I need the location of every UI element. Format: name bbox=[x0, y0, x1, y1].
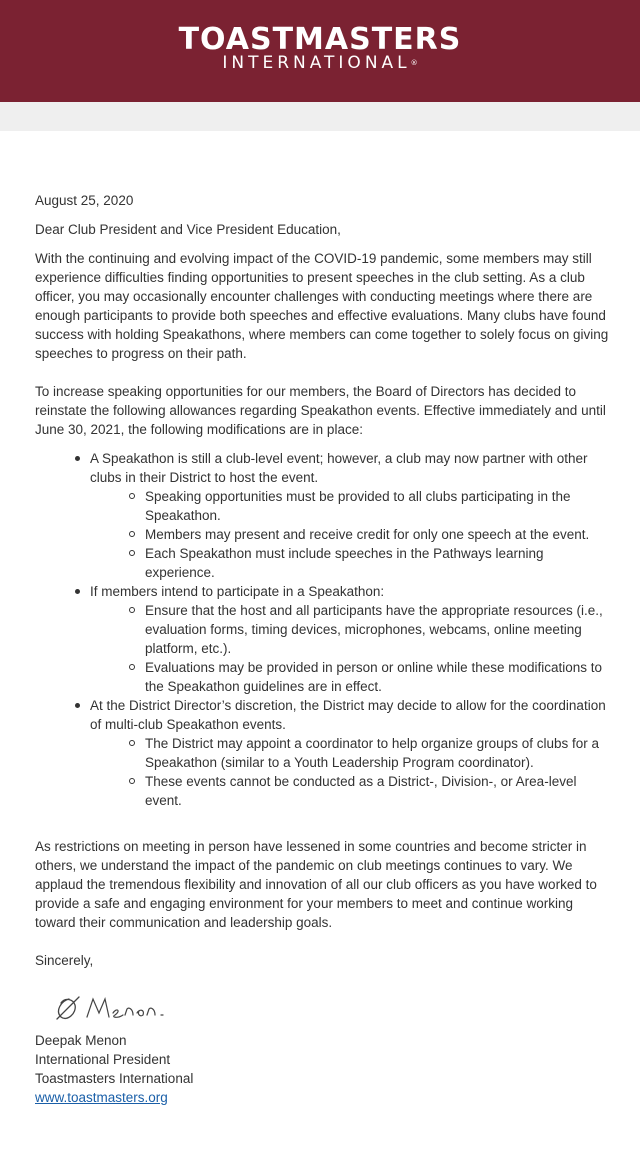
list-item bbox=[35, 696, 610, 810]
letter-body bbox=[35, 191, 610, 1107]
sub-list-item: Evaluations may be provided in person or online while these modifications to the Speakathon guidelines are in effect. bbox=[90, 658, 610, 696]
brand-logo-subtitle bbox=[0, 54, 640, 72]
sub-list-item: Ensure that the host and all participants have the appropriate resources (i.e., evaluation forms, timing devices, microphones, webcams, online meeting platform, etc.). bbox=[90, 601, 610, 658]
registered-mark: ® bbox=[410, 59, 418, 67]
sub-list bbox=[90, 487, 610, 582]
sub-list-item: Members may present and receive credit for only one speech at the event. bbox=[90, 525, 610, 544]
header-divider-bar bbox=[0, 102, 640, 131]
letter-paragraph-1: With the continuing and evolving impact of the COVID-19 pandemic, some members may still experience difficulties finding opportunities to present speeches in the club setting. As a club officer, you may occasionally encounter challenges with conducting meetings where there are enough participants to provide both speeches and effective evaluations. Many clubs have found success with holding Speakathons, where members can come together to solely focus on giving speeches to progress on their path. bbox=[35, 251, 609, 361]
sub-list bbox=[90, 734, 610, 810]
list-item bbox=[35, 582, 610, 696]
list-item-text: At the District Director’s discretion, the District may decide to allow for the coordination of multi-club Speakathon events. bbox=[90, 698, 606, 732]
modifications-list bbox=[35, 449, 610, 810]
list-item-text: If members intend to participate in a Speakathon: bbox=[90, 584, 385, 599]
brand-subtitle-text: INTERNATIONAL bbox=[222, 53, 411, 73]
signer-organization: Toastmasters International bbox=[35, 1071, 194, 1086]
sub-list-item: Each Speakathon must include speeches in the Pathways learning experience. bbox=[90, 544, 610, 582]
list-item-text: A Speakathon is still a club-level event; however, a club may now partner with other clubs in their District to host the event. bbox=[90, 451, 588, 485]
sub-list bbox=[90, 601, 610, 696]
brand-logo: TOASTMASTERS bbox=[178, 22, 462, 57]
sub-list-item: These events cannot be conducted as a District-, Division-, or Area-level event. bbox=[90, 772, 610, 810]
signer-name: Deepak Menon bbox=[35, 1033, 127, 1048]
signature-image bbox=[47, 989, 187, 1029]
letter-paragraph-2: To increase speaking opportunities for our members, the Board of Directors has decided to reinstate the following allowances regarding Speakathon events. Effective immediately and until June 30, 2021, the following modifications are in place: bbox=[35, 384, 606, 437]
sub-list-item: Speaking opportunities must be provided to all clubs participating in the Speakathon. bbox=[90, 487, 610, 525]
letter-date: August 25, 2020 bbox=[35, 193, 134, 208]
signer-title: International President bbox=[35, 1052, 171, 1067]
letter-salutation: Dear Club President and Vice President Education, bbox=[35, 222, 341, 237]
header-banner bbox=[0, 0, 640, 102]
letter-closing: Sincerely, bbox=[35, 953, 94, 968]
website-link[interactable]: www.toastmasters.org bbox=[35, 1090, 168, 1105]
sub-list-item: The District may appoint a coordinator to help organize groups of clubs for a Speakathon (similar to a Youth Leadership Program coordinator). bbox=[90, 734, 610, 772]
letter-paragraph-3: As restrictions on meeting in person have lessened in some countries and become stricter in others, we understand the impact of the pandemic on club meetings continues to vary. We applaud the tremendous flexibility and innovation of all our club officers as you have worked to provide a safe and engaging environment for your members to meet and continue working toward their communication and leadership goals. bbox=[35, 839, 597, 930]
list-item bbox=[35, 449, 610, 582]
